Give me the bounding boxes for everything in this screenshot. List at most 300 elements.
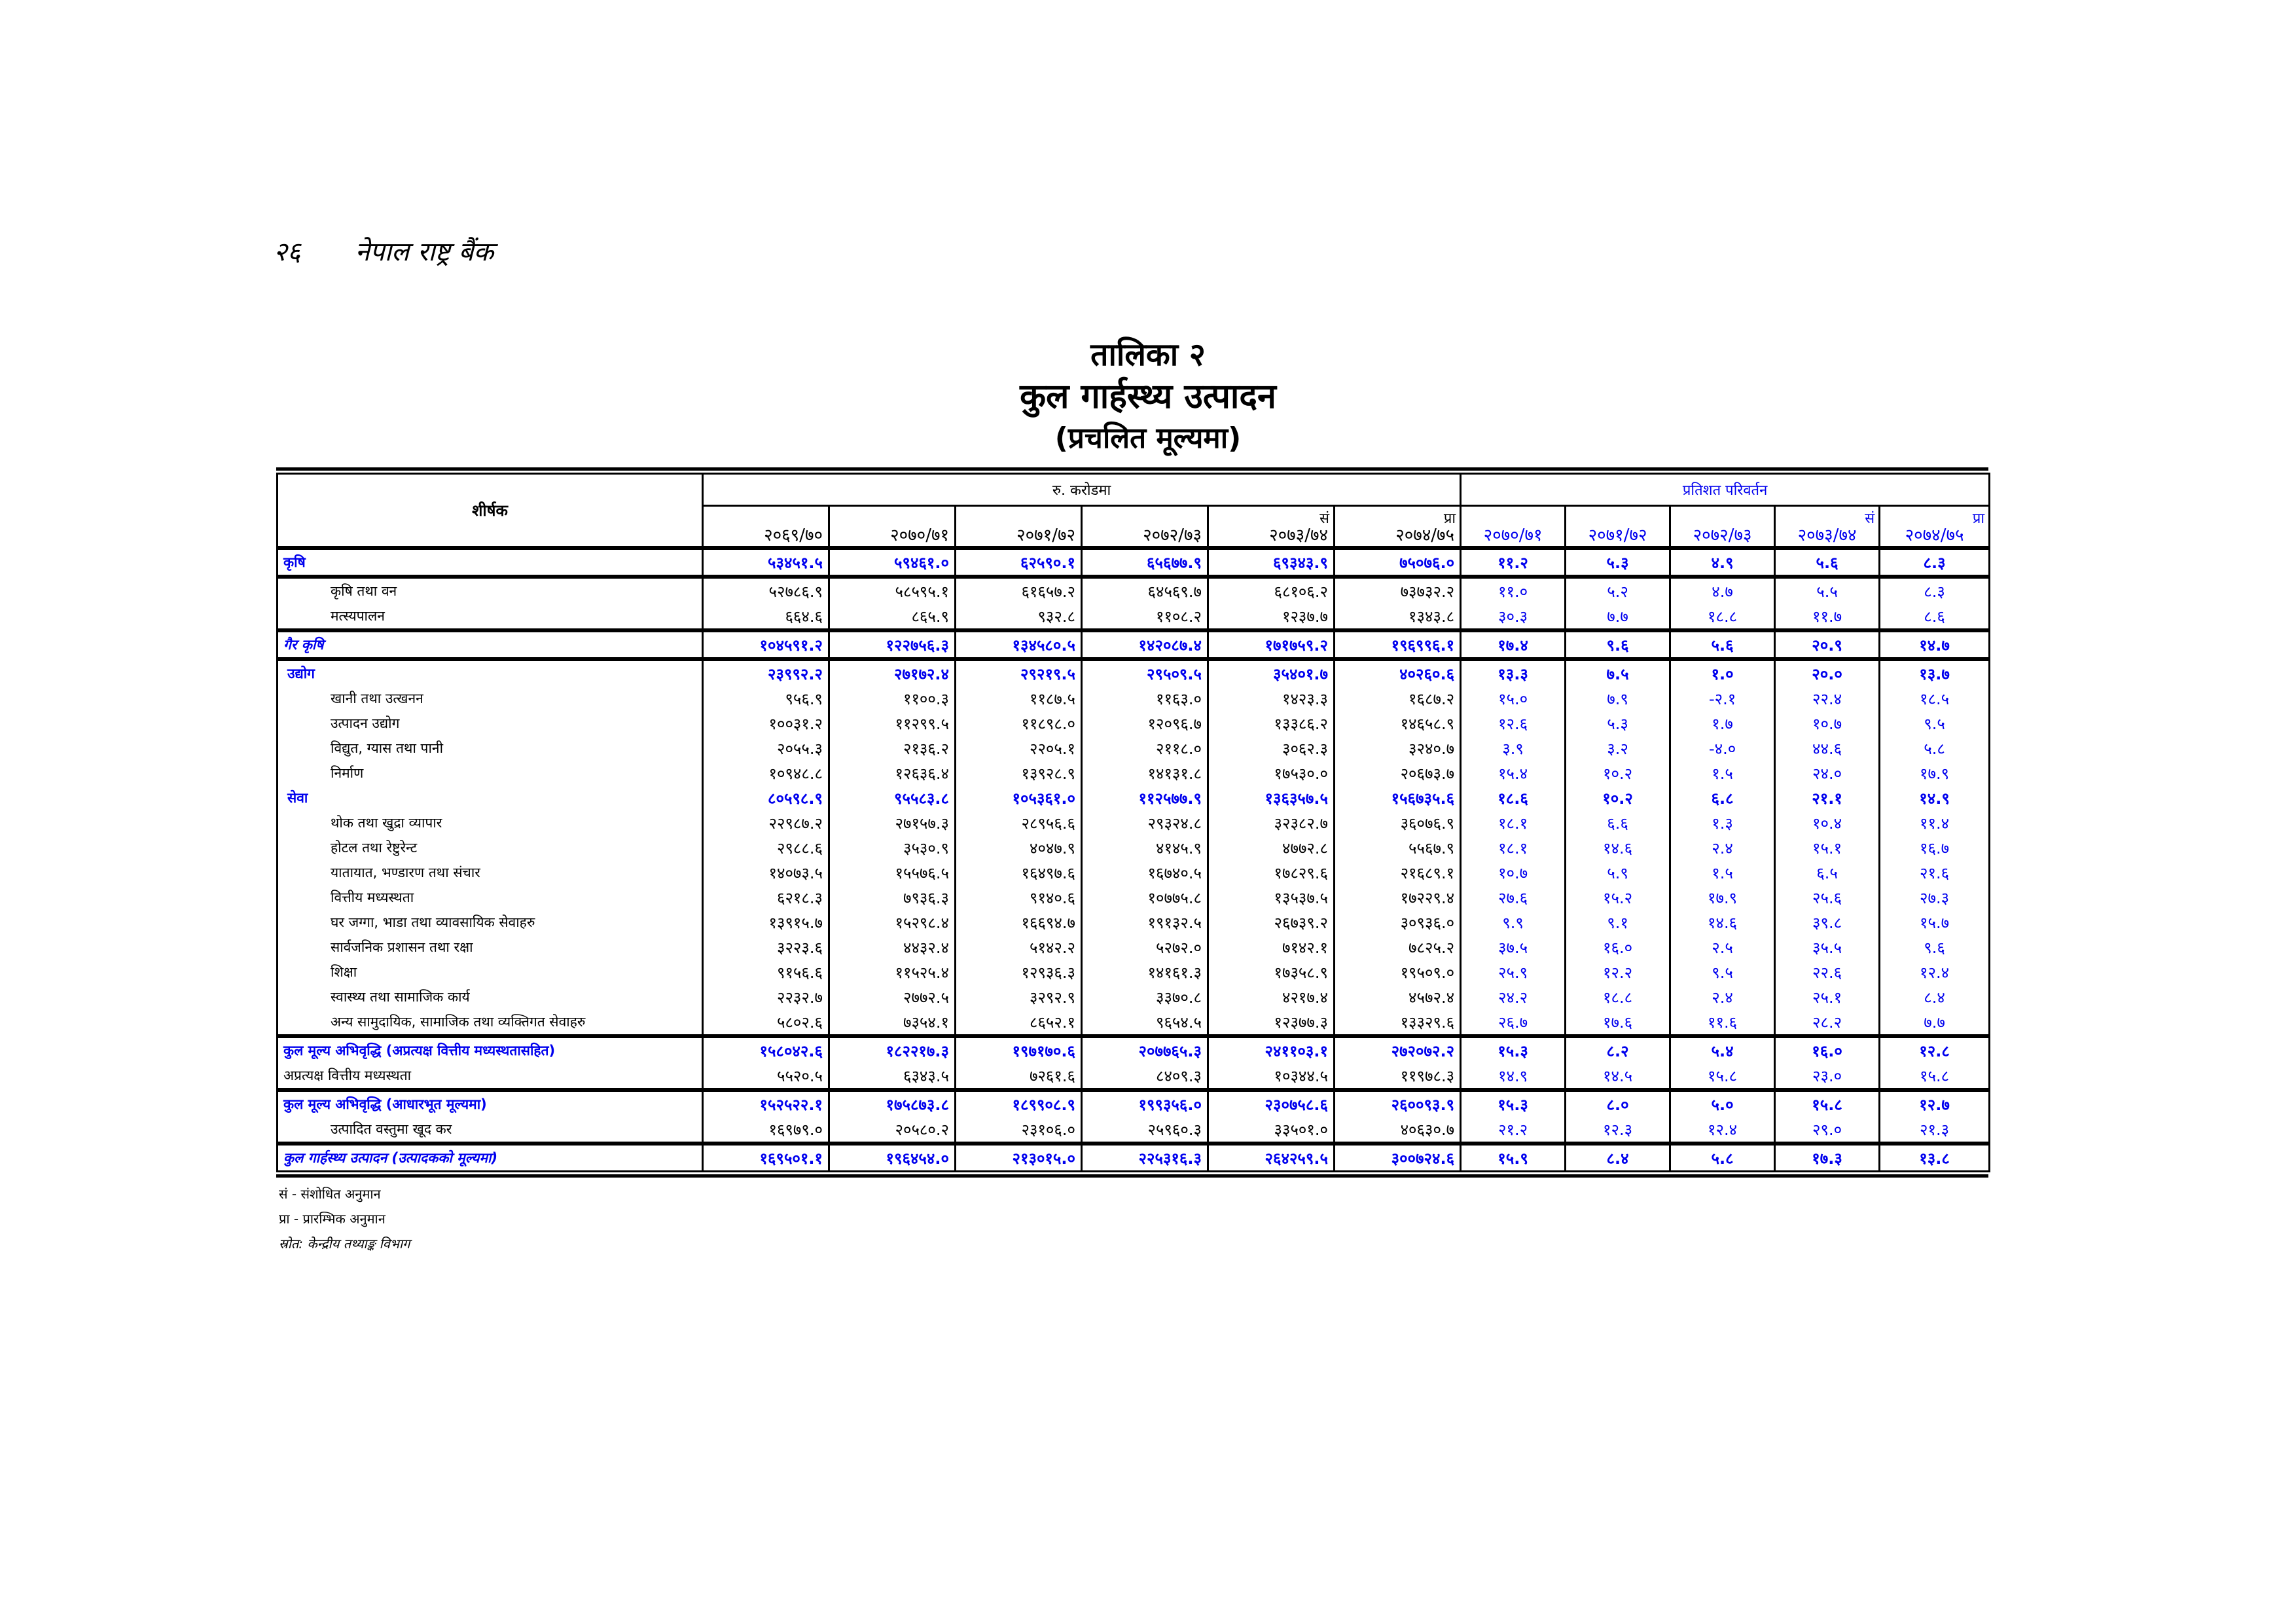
percent-change-cell: १०.७	[1775, 711, 1880, 736]
row-label: मत्स्यपालन	[278, 604, 703, 630]
amount-cell: ११९७८.३	[1335, 1063, 1461, 1090]
row-label: विद्युत, ग्यास तथा पानी	[278, 736, 703, 761]
percent-change-cell: ४.९	[1670, 548, 1775, 577]
amount-cell: ६२१८.३	[703, 885, 829, 910]
amount-cell: १३५३७.५	[1208, 885, 1335, 910]
estimate-marker: प्रा	[1443, 511, 1456, 527]
table-bottom-rule	[276, 1174, 1988, 1178]
amount-cell: २५९६०.३	[1082, 1117, 1208, 1144]
percent-change-cell: ७.९	[1566, 686, 1670, 711]
amount-cell: ८६५२.१	[956, 1009, 1082, 1036]
year-label: २०७३/७४	[1797, 526, 1857, 545]
percent-change-cell: ४.७	[1670, 577, 1775, 604]
percent-change-cell: १.३	[1670, 810, 1775, 835]
percent-change-cell: १६.०	[1775, 1036, 1880, 1063]
percent-change-cell: १०.४	[1775, 810, 1880, 835]
percent-change-cell: १८.५	[1880, 686, 1990, 711]
table-subtitle: (प्रचलित मूल्यमा)	[1054, 422, 1242, 455]
percent-change-cell: १७.९	[1670, 885, 1775, 910]
amount-cell: २९८८.६	[703, 835, 829, 860]
percent-change-cell: १८.८	[1670, 604, 1775, 630]
table-row	[278, 960, 1990, 984]
table-row	[278, 736, 1990, 761]
column-header-title: शीर्षक	[278, 474, 703, 549]
amount-cell: ९१५६.६	[703, 960, 829, 984]
amount-cell: १९१३२.५	[1082, 910, 1208, 935]
page-number: २६	[274, 237, 301, 267]
percent-change-cell: २४.२	[1461, 984, 1566, 1009]
amount-cell: ३२४०.७	[1335, 736, 1461, 761]
percent-change-cell: १.७	[1670, 711, 1775, 736]
amount-cell: १४१६१.३	[1082, 960, 1208, 984]
year-label: २०६९/७०	[764, 526, 823, 545]
amount-cell: ५३४५१.५	[703, 548, 829, 577]
percent-change-cell: ८.३	[1880, 577, 1990, 604]
amount-cell: २३१०६.०	[956, 1117, 1082, 1144]
amount-cell: ३२३८२.७	[1208, 810, 1335, 835]
percent-change-cell: २०.०	[1775, 659, 1880, 686]
amount-cell: ३५३०.९	[829, 835, 956, 860]
percent-change-cell: १७.९	[1880, 761, 1990, 785]
amount-cell: ६५६७७.९	[1082, 548, 1208, 577]
row-label: अन्य सामुदायिक, सामाजिक तथा व्यक्तिगत सेवाहरु	[278, 1009, 703, 1036]
footnotes	[279, 1182, 410, 1256]
amount-cell: २८९५६.६	[956, 810, 1082, 835]
percent-change-cell: ८.२	[1566, 1036, 1670, 1063]
table-title: कुल गार्हस्थ्य उत्पादन	[1020, 377, 1276, 416]
amount-year-header	[829, 506, 956, 549]
table-row	[278, 885, 1990, 910]
year-label: २०७४/७५	[1905, 526, 1964, 545]
amount-cell: १६६९४.७	[956, 910, 1082, 935]
amount-cell: ५५६७.९	[1335, 835, 1461, 860]
amount-cell: २०६७३.७	[1335, 761, 1461, 785]
year-label: २०७२/७३	[1693, 526, 1752, 545]
percent-change-cell: १.५	[1670, 761, 1775, 785]
table-row	[278, 604, 1990, 630]
amount-cell: ६८१०६.२	[1208, 577, 1335, 604]
amount-cell: १५२९८.४	[829, 910, 956, 935]
row-label: होटल तथा रेष्टुरेन्ट	[278, 835, 703, 860]
amount-cell: ११२९९.५	[829, 711, 956, 736]
amount-year-header	[1335, 506, 1461, 549]
percent-change-cell: ६.८	[1670, 785, 1775, 810]
percent-year-header	[1670, 506, 1775, 549]
row-label: उत्पादन उद्योग	[278, 711, 703, 736]
amount-cell: ८६५.९	[829, 604, 956, 630]
percent-change-cell: १७.४	[1461, 630, 1566, 659]
estimate-marker: सं	[1865, 511, 1875, 527]
amount-cell: १०५३६१.०	[956, 785, 1082, 810]
amount-cell: ३३५०१.०	[1208, 1117, 1335, 1144]
amount-cell: ४०४७.९	[956, 835, 1082, 860]
amount-cell: ७९३६.३	[829, 885, 956, 910]
amount-cell: ५१४२.२	[956, 935, 1082, 960]
percent-change-cell: २१.३	[1880, 1117, 1990, 1144]
percent-change-cell: १२.४	[1670, 1117, 1775, 1144]
amount-cell: १०७७५.८	[1082, 885, 1208, 910]
percent-change-cell: ९.५	[1880, 711, 1990, 736]
row-label: गैर कृषि	[278, 630, 703, 659]
amount-cell: ११०८.२	[1082, 604, 1208, 630]
percent-change-cell: ९.९	[1461, 910, 1566, 935]
amount-cell: १६९७९.०	[703, 1117, 829, 1144]
percent-change-cell: १५.०	[1461, 686, 1566, 711]
amount-cell: १७८२९.६	[1208, 860, 1335, 885]
amount-cell: ४२१७.४	[1208, 984, 1335, 1009]
percent-change-cell: १८.१	[1461, 835, 1566, 860]
amount-cell: २२५३१६.३	[1082, 1144, 1208, 1172]
group-header-amount: रु. करोडमा	[703, 474, 1461, 506]
percent-change-cell: १८.८	[1566, 984, 1670, 1009]
amount-cell: २६७३९.२	[1208, 910, 1335, 935]
amount-cell: ४०२६०.६	[1335, 659, 1461, 686]
table-row	[278, 1117, 1990, 1144]
amount-year-header	[956, 506, 1082, 549]
percent-change-cell: ९.१	[1566, 910, 1670, 935]
percent-change-cell: ११.७	[1775, 604, 1880, 630]
amount-cell: २१३६.२	[829, 736, 956, 761]
year-label: २०७१/७२	[1588, 526, 1647, 545]
amount-cell: २२३२.७	[703, 984, 829, 1009]
row-label: थोक तथा खुद्रा व्यापार	[278, 810, 703, 835]
amount-cell: २७२०७२.२	[1335, 1036, 1461, 1063]
amount-cell: १७५८७३.८	[829, 1090, 956, 1117]
row-label: सार्वजनिक प्रशासन तथा रक्षा	[278, 935, 703, 960]
percent-change-cell: १२.२	[1566, 960, 1670, 984]
table-row	[278, 711, 1990, 736]
percent-change-cell: ७.७	[1566, 604, 1670, 630]
percent-change-cell: १५.२	[1566, 885, 1670, 910]
row-label: अप्रत्यक्ष वित्तीय मध्यस्थता	[278, 1063, 703, 1090]
amount-cell: २७१७२.४	[829, 659, 956, 686]
amount-cell: ५५२०.५	[703, 1063, 829, 1090]
amount-cell: १२९३६.३	[956, 960, 1082, 984]
amount-cell: ९१४०.६	[956, 885, 1082, 910]
amount-cell: १५८०४२.६	[703, 1036, 829, 1063]
amount-cell: ११२५७७.९	[1082, 785, 1208, 810]
year-label: २०७०/७१	[1483, 526, 1543, 545]
amount-cell: ६६४.६	[703, 604, 829, 630]
amount-cell: १५५७६.५	[829, 860, 956, 885]
percent-change-cell: ७.५	[1566, 659, 1670, 686]
percent-change-cell: ३.९	[1461, 736, 1566, 761]
percent-change-cell: १०.२	[1566, 761, 1670, 785]
amount-cell: १३३२९.६	[1335, 1009, 1461, 1036]
percent-year-header	[1880, 506, 1990, 549]
percent-change-cell: १४.६	[1566, 835, 1670, 860]
amount-cell: २९५०९.५	[1082, 659, 1208, 686]
amount-cell: ११८७.५	[956, 686, 1082, 711]
amount-cell: ६१६५७.२	[956, 577, 1082, 604]
amount-cell: ३६०७६.९	[1335, 810, 1461, 835]
amount-cell: १९६९९६.१	[1335, 630, 1461, 659]
percent-change-cell: ९.६	[1566, 630, 1670, 659]
table-number: तालिका २	[1090, 336, 1206, 373]
amount-cell: १३६३५७.५	[1208, 785, 1335, 810]
amount-cell: ११६३.०	[1082, 686, 1208, 711]
row-label: कृषि तथा वन	[278, 577, 703, 604]
amount-cell: ३००७२४.६	[1335, 1144, 1461, 1172]
percent-year-header	[1775, 506, 1880, 549]
amount-cell: ७३५४.१	[829, 1009, 956, 1036]
percent-change-cell: १२.८	[1880, 1036, 1990, 1063]
table-row	[278, 1090, 1990, 1117]
table-row	[278, 935, 1990, 960]
percent-change-cell: १७.६	[1566, 1009, 1670, 1036]
amount-cell: २१३०१५.०	[956, 1144, 1082, 1172]
amount-cell: १०३४४.५	[1208, 1063, 1335, 1090]
amount-cell: १७३५८.९	[1208, 960, 1335, 984]
header-row-group	[278, 474, 1990, 506]
row-label: सेवा	[278, 785, 703, 810]
percent-change-cell: ५.६	[1670, 630, 1775, 659]
percent-change-cell: १३.३	[1461, 659, 1566, 686]
row-label: घर जग्गा, भाडा तथा व्यावसायिक सेवाहरु	[278, 910, 703, 935]
amount-cell: १३९१५.७	[703, 910, 829, 935]
year-label: २०७३/७४	[1269, 526, 1328, 545]
percent-change-cell: ३०.३	[1461, 604, 1566, 630]
percent-change-cell: १४.६	[1670, 910, 1775, 935]
percent-change-cell: ९.५	[1670, 960, 1775, 984]
table-row	[278, 984, 1990, 1009]
amount-cell: १९६४५४.०	[829, 1144, 956, 1172]
amount-cell: ४५७२.४	[1335, 984, 1461, 1009]
group-header-percent: प्रतिशत परिवर्तन	[1461, 474, 1990, 506]
gdp-table-container	[276, 467, 1988, 1178]
amount-cell: १९९३५६.०	[1082, 1090, 1208, 1117]
percent-change-cell: ५.३	[1566, 548, 1670, 577]
percent-change-cell: १४.७	[1880, 630, 1990, 659]
amount-cell: १०४५९१.२	[703, 630, 829, 659]
percent-change-cell: १६.७	[1880, 835, 1990, 860]
row-label: उत्पादित वस्तुमा खूद कर	[278, 1117, 703, 1144]
percent-change-cell: १५.७	[1880, 910, 1990, 935]
amount-cell: १६४९७.६	[956, 860, 1082, 885]
amount-cell: २९२१९.५	[956, 659, 1082, 686]
amount-cell: ५८०२.६	[703, 1009, 829, 1036]
amount-cell: ३२९२.९	[956, 984, 1082, 1009]
percent-change-cell: २.५	[1670, 935, 1775, 960]
percent-change-cell: १४.९	[1880, 785, 1990, 810]
amount-cell: १८२२१७.३	[829, 1036, 956, 1063]
amount-cell: २४११०३.१	[1208, 1036, 1335, 1063]
percent-change-cell: ८.४	[1566, 1144, 1670, 1172]
amount-cell: ३०९३६.०	[1335, 910, 1461, 935]
table-row	[278, 1036, 1990, 1063]
percent-change-cell: ५.८	[1670, 1144, 1775, 1172]
percent-change-cell: १५.८	[1670, 1063, 1775, 1090]
row-label: कुल गार्हस्थ्य उत्पादन (उत्पादकको मूल्यमा)	[278, 1144, 703, 1172]
amount-cell: १६९५०१.१	[703, 1144, 829, 1172]
percent-change-cell: १३.८	[1880, 1144, 1990, 1172]
table-row	[278, 1063, 1990, 1090]
amount-cell: २६४२५९.५	[1208, 1144, 1335, 1172]
percent-change-cell: १.५	[1670, 860, 1775, 885]
amount-year-header	[1082, 506, 1208, 549]
percent-change-cell: ५.३	[1566, 711, 1670, 736]
percent-change-cell: १२.६	[1461, 711, 1566, 736]
row-label: यातायात, भण्डारण तथा संचार	[278, 860, 703, 885]
amount-cell: १२६३६.४	[829, 761, 956, 785]
percent-change-cell: २.४	[1670, 835, 1775, 860]
percent-change-cell: २१.१	[1775, 785, 1880, 810]
estimate-marker: सं	[1319, 511, 1329, 527]
percent-change-cell: १५.८	[1775, 1090, 1880, 1117]
percent-change-cell: ७.७	[1880, 1009, 1990, 1036]
percent-change-cell: १६.०	[1566, 935, 1670, 960]
percent-change-cell: ३७.५	[1461, 935, 1566, 960]
percent-change-cell: ६.६	[1566, 810, 1670, 835]
amount-cell: १४६५८.९	[1335, 711, 1461, 736]
percent-change-cell: १३.७	[1880, 659, 1990, 686]
amount-cell: १५२५२२.१	[703, 1090, 829, 1117]
percent-change-cell: १२.७	[1880, 1090, 1990, 1117]
percent-change-cell: १०.७	[1461, 860, 1566, 885]
amount-cell: ४०६३०.७	[1335, 1117, 1461, 1144]
percent-change-cell: ५.०	[1670, 1090, 1775, 1117]
percent-change-cell: २०.९	[1775, 630, 1880, 659]
table-row	[278, 630, 1990, 659]
amount-cell: ७१४२.१	[1208, 935, 1335, 960]
amount-cell: २११८.०	[1082, 736, 1208, 761]
amount-year-header	[703, 506, 829, 549]
percent-change-cell: २९.०	[1775, 1117, 1880, 1144]
amount-cell: १५६७३५.६	[1335, 785, 1461, 810]
percent-change-cell: ११.४	[1880, 810, 1990, 835]
percent-change-cell: ११.०	[1461, 577, 1566, 604]
amount-cell: ९५५८३.८	[829, 785, 956, 810]
amount-cell: २२०५.१	[956, 736, 1082, 761]
percent-change-cell: ५.८	[1880, 736, 1990, 761]
percent-change-cell: २६.७	[1461, 1009, 1566, 1036]
percent-change-cell: १२.४	[1880, 960, 1990, 984]
amount-cell: २३९९२.२	[703, 659, 829, 686]
amount-cell: ३३७०.८	[1082, 984, 1208, 1009]
note-revised: सं - संशोधित अनुमान	[279, 1186, 381, 1202]
amount-cell: ४४३२.४	[829, 935, 956, 960]
table-row	[278, 686, 1990, 711]
percent-change-cell: २३.०	[1775, 1063, 1880, 1090]
row-label: निर्माण	[278, 761, 703, 785]
percent-change-cell: १५.८	[1880, 1063, 1990, 1090]
amount-cell: १७२२९.४	[1335, 885, 1461, 910]
amount-cell: १२०९६.७	[1082, 711, 1208, 736]
amount-cell: १९७१७०.६	[956, 1036, 1082, 1063]
percent-change-cell: १५.४	[1461, 761, 1566, 785]
amount-cell: ११८९८.०	[956, 711, 1082, 736]
row-label: उद्योग	[278, 659, 703, 686]
amount-cell: ८४०९.३	[1082, 1063, 1208, 1090]
amount-cell: १४१३१.८	[1082, 761, 1208, 785]
amount-cell: ३२२३.६	[703, 935, 829, 960]
amount-cell: ६२५९०.१	[956, 548, 1082, 577]
percent-change-cell: १५.३	[1461, 1036, 1566, 1063]
percent-change-cell: ८.३	[1880, 548, 1990, 577]
percent-change-cell: ३.२	[1566, 736, 1670, 761]
amount-cell: १४०७३.५	[703, 860, 829, 885]
amount-cell: ९५६.९	[703, 686, 829, 711]
row-label: खानी तथा उत्खनन	[278, 686, 703, 711]
amount-cell: १४२३.३	[1208, 686, 1335, 711]
percent-change-cell: २४.०	[1775, 761, 1880, 785]
percent-change-cell: ८.४	[1880, 984, 1990, 1009]
percent-change-cell: ११.६	[1670, 1009, 1775, 1036]
amount-cell: ११५२५.४	[829, 960, 956, 984]
percent-change-cell: २५.१	[1775, 984, 1880, 1009]
amount-cell: ६३४३.५	[829, 1063, 956, 1090]
percent-year-header	[1461, 506, 1566, 549]
percent-change-cell: १५.१	[1775, 835, 1880, 860]
table-row	[278, 577, 1990, 604]
amount-cell: ७२६१.६	[956, 1063, 1082, 1090]
percent-change-cell: ३५.५	[1775, 935, 1880, 960]
amount-cell: १३४३.८	[1335, 604, 1461, 630]
table-row	[278, 548, 1990, 577]
percent-change-cell: १४.९	[1461, 1063, 1566, 1090]
amount-cell: १२२७५६.३	[829, 630, 956, 659]
amount-cell: ३०६२.३	[1208, 736, 1335, 761]
amount-cell: १३३८६.२	[1208, 711, 1335, 736]
amount-cell: ११००.३	[829, 686, 956, 711]
amount-cell: १७५३०.०	[1208, 761, 1335, 785]
gdp-table	[276, 473, 1990, 1172]
amount-cell: २७७२.५	[829, 984, 956, 1009]
amount-cell: ४१४५.९	[1082, 835, 1208, 860]
table-row	[278, 810, 1990, 835]
amount-cell: २०५८०.२	[829, 1117, 956, 1144]
percent-change-cell: २५.९	[1461, 960, 1566, 984]
amount-cell: ५९४६१.०	[829, 548, 956, 577]
amount-cell: ६४५६९.७	[1082, 577, 1208, 604]
amount-cell: ९६५४.५	[1082, 1009, 1208, 1036]
percent-change-cell: २७.३	[1880, 885, 1990, 910]
amount-cell: ६९३४३.९	[1208, 548, 1335, 577]
amount-cell: १३४५८०.५	[956, 630, 1082, 659]
percent-change-cell: १४.५	[1566, 1063, 1670, 1090]
percent-change-cell: ६.५	[1775, 860, 1880, 885]
table-row	[278, 1144, 1990, 1172]
row-label: कुल मूल्य अभिवृद्धि (अप्रत्यक्ष वित्तीय मध्यस्थतासहित)	[278, 1036, 703, 1063]
amount-cell: २०७७६५.३	[1082, 1036, 1208, 1063]
percent-change-cell: १८.६	[1461, 785, 1566, 810]
note-source: स्रोत: केन्द्रीय तथ्याङ्क विभाग	[279, 1236, 410, 1252]
percent-change-cell: २२.६	[1775, 960, 1880, 984]
amount-cell: १७१७५९.२	[1208, 630, 1335, 659]
percent-change-cell: १५.९	[1461, 1144, 1566, 1172]
amount-cell: २१६८९.१	[1335, 860, 1461, 885]
percent-change-cell: १७.३	[1775, 1144, 1880, 1172]
percent-change-cell: १८.१	[1461, 810, 1566, 835]
amount-cell: १९५०९.०	[1335, 960, 1461, 984]
amount-cell: ९३२.८	[956, 604, 1082, 630]
amount-cell: २७१५७.३	[829, 810, 956, 835]
amount-cell: ३५४०१.७	[1208, 659, 1335, 686]
amount-cell: ५८५९५.१	[829, 577, 956, 604]
percent-change-cell: २८.२	[1775, 1009, 1880, 1036]
percent-change-cell: २१.६	[1880, 860, 1990, 885]
table-row	[278, 835, 1990, 860]
percent-change-cell: २५.६	[1775, 885, 1880, 910]
table-titles	[0, 334, 2296, 460]
amount-cell: २२९८७.२	[703, 810, 829, 835]
percent-change-cell: १०.२	[1566, 785, 1670, 810]
amount-cell: ८०५९८.९	[703, 785, 829, 810]
percent-change-cell: ५.४	[1670, 1036, 1775, 1063]
table-row	[278, 659, 1990, 686]
percent-change-cell: ५.९	[1566, 860, 1670, 885]
percent-change-cell: -२.१	[1670, 686, 1775, 711]
